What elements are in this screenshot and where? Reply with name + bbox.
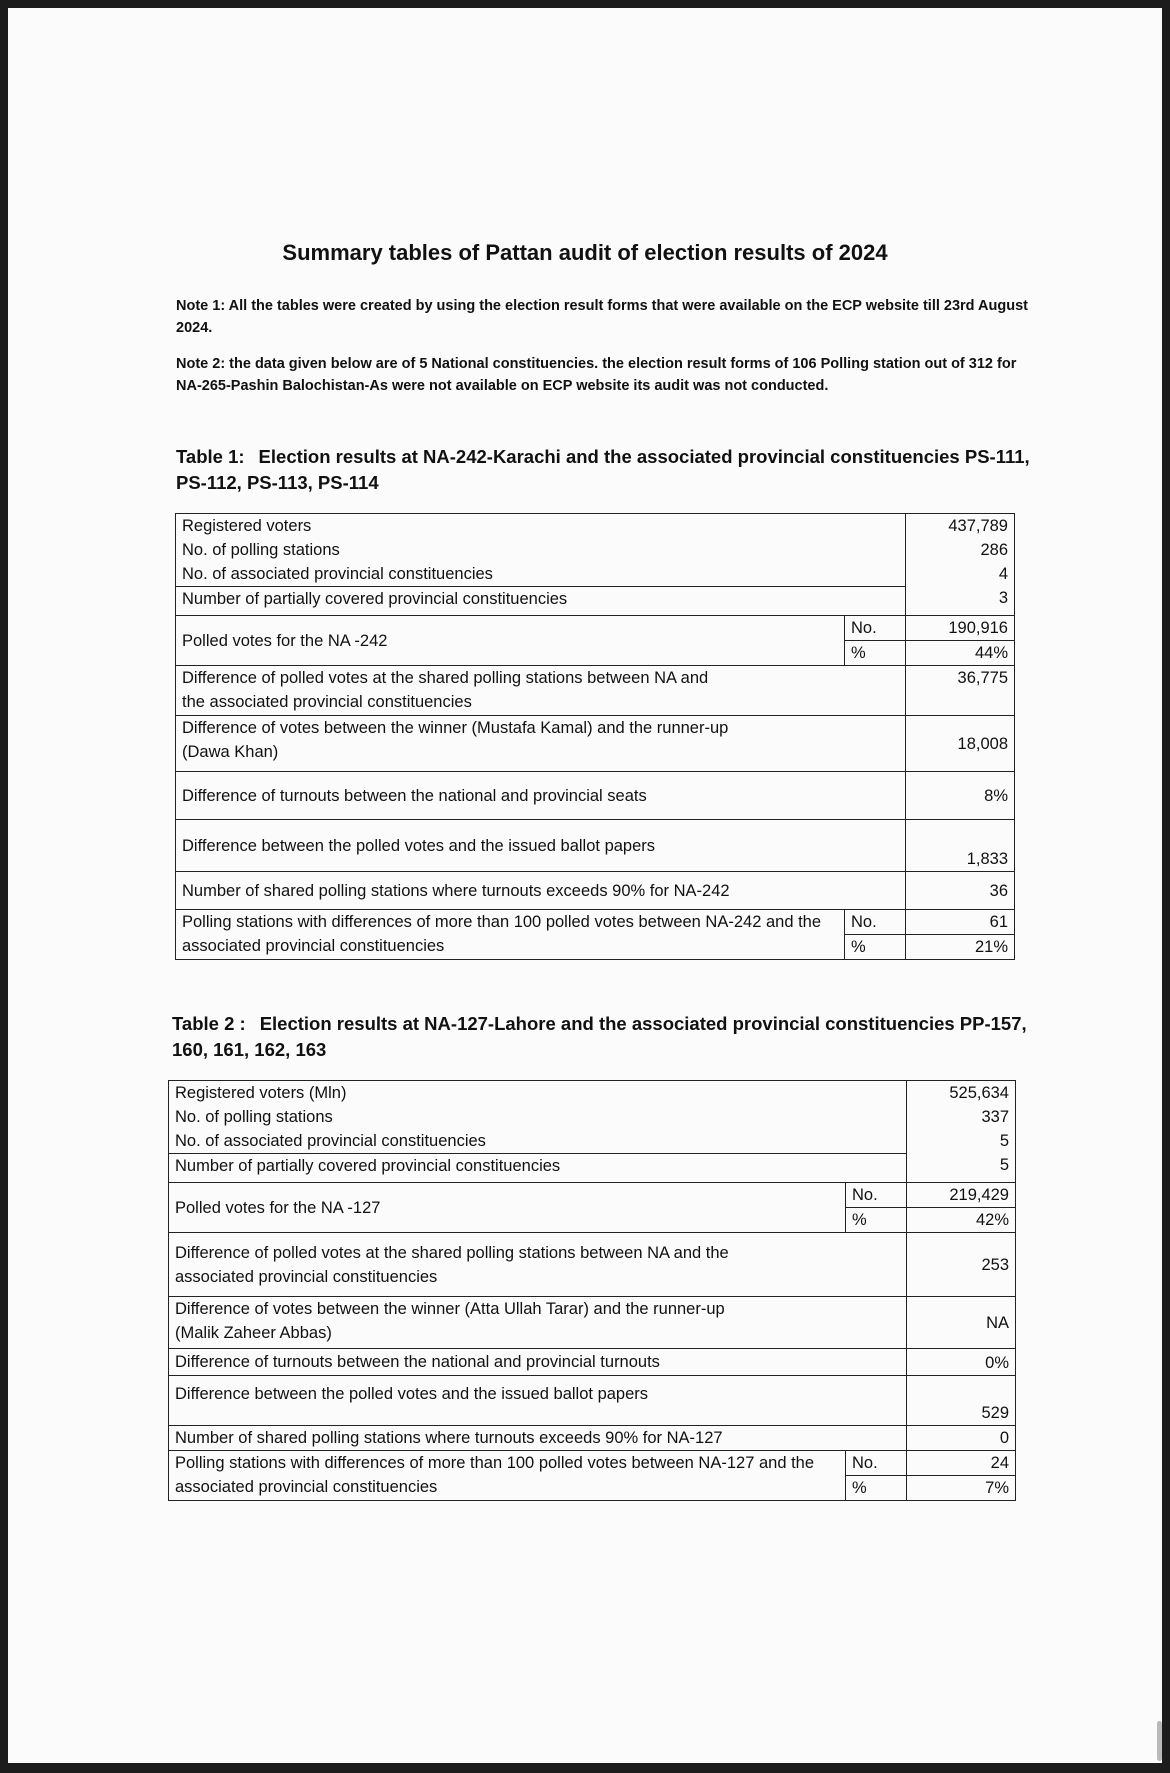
table-row — [176, 666, 1015, 716]
row-label-registered: Registered voters (Mln) — [175, 1084, 347, 1102]
unit-pct: % — [846, 1208, 907, 1233]
value-over100-no: 61 — [906, 910, 1015, 935]
table-cell — [176, 514, 906, 616]
row-label-partial: Number of partially covered provincial constituencies — [169, 1153, 906, 1178]
unit-no: No. — [845, 616, 906, 641]
value-over100-pct: 7% — [907, 1476, 1016, 1501]
table-2 — [168, 1080, 1016, 1501]
unit-pct: % — [845, 935, 906, 960]
value-polled-pct: 44% — [906, 641, 1015, 666]
value-registered: 525,634 — [949, 1084, 1009, 1102]
unit-no: No. — [846, 1451, 907, 1476]
row-label-stations: No. of polling stations — [182, 541, 340, 559]
row-label-associated: No. of associated provincial constituencies — [175, 1132, 486, 1150]
table-1-label: Table 1: — [176, 446, 245, 467]
table-row — [169, 1297, 1016, 1349]
document-title: Summary tables of Pattan audit of election results of 2024 — [282, 240, 888, 265]
table-row — [176, 616, 1015, 641]
unit-no: No. — [846, 1183, 907, 1208]
value-associated: 4 — [998, 565, 1008, 583]
unit-pct: % — [846, 1476, 907, 1501]
table-2-caption-text: Election results at NA-127-Lahore and the associated provincial constituencies PP-157, 160, 161, 162, 163 — [172, 1013, 1027, 1060]
table-cell — [906, 514, 1015, 616]
document-page — [8, 8, 1162, 1763]
value-polled-pct: 42% — [907, 1208, 1016, 1233]
row-label-turnout: Difference of turnouts between the national and provincial turnouts — [169, 1349, 907, 1376]
value-registered: 437,789 — [948, 517, 1008, 535]
row-label-diff-shared: Difference of polled votes at the shared polling stations between NA and the associated provincial constituencies — [176, 666, 906, 716]
table-row — [169, 1081, 1016, 1183]
table-1-caption — [176, 444, 1056, 496]
table-2-label: Table 2 : — [172, 1013, 246, 1034]
table-2-caption — [172, 1011, 1052, 1063]
value-associated: 5 — [999, 1132, 1009, 1150]
value-ballot: 1,833 — [906, 820, 1015, 872]
table-row — [169, 1349, 1016, 1376]
row-label-registered: Registered voters — [182, 517, 312, 535]
table-row — [176, 514, 1015, 616]
row-label-ballot: Difference between the polled votes and the issued ballot papers — [176, 820, 906, 872]
scrollbar-thumb[interactable] — [1157, 1721, 1162, 1761]
table-1-caption-text: Election results at NA-242-Karachi and the associated provincial constituencies PS-111, PS-112, PS-113, PS-114 — [176, 446, 1030, 493]
table-row — [169, 1451, 1016, 1476]
value-over100-pct: 21% — [906, 935, 1015, 960]
row-label-diff-shared: Difference of polled votes at the shared polling stations between NA and the associated provincial constituencies — [169, 1233, 907, 1297]
table-row — [169, 1426, 1016, 1451]
value-turnout: 0% — [907, 1349, 1016, 1376]
row-label-associated: No. of associated provincial constituencies — [182, 565, 493, 583]
value-winner: 18,008 — [906, 716, 1015, 772]
table-row — [176, 910, 1015, 935]
table-row — [169, 1233, 1016, 1297]
value-stations: 286 — [980, 541, 1008, 559]
value-shared90: 36 — [906, 872, 1015, 910]
row-label-winner: Difference of votes between the winner (Mustafa Kamal) and the runner-up (Dawa Khan) — [176, 716, 906, 772]
value-winner: NA — [907, 1297, 1016, 1349]
value-diff-shared: 36,775 — [906, 666, 1015, 716]
table-row — [169, 1376, 1016, 1426]
table-1 — [175, 513, 1015, 960]
row-label-shared90: Number of shared polling stations where turnouts exceeds 90% for NA-127 — [169, 1426, 907, 1451]
row-label-shared90: Number of shared polling stations where turnouts exceeds 90% for NA-242 — [176, 872, 906, 910]
table-row — [176, 820, 1015, 872]
unit-pct: % — [845, 641, 906, 666]
table-cell — [169, 1081, 907, 1183]
note-1: Note 1: All the tables were created by using the election result forms that were available on the ECP website till 23rd August 2024. — [176, 298, 1028, 336]
value-shared90: 0 — [907, 1426, 1016, 1451]
row-label-ballot: Difference between the polled votes and the issued ballot papers — [169, 1376, 907, 1426]
value-polled-no: 219,429 — [907, 1183, 1016, 1208]
row-label-turnout: Difference of turnouts between the national and provincial seats — [176, 772, 906, 820]
row-label-over100: Polling stations with differences of more than 100 polled votes between NA-242 and the associated provincial constituencies — [176, 910, 845, 960]
value-partial: 3 — [998, 589, 1008, 607]
value-diff-shared: 253 — [907, 1233, 1016, 1297]
value-ballot: 529 — [907, 1376, 1016, 1426]
row-label-partial: Number of partially covered provincial constituencies — [176, 586, 905, 611]
table-cell — [907, 1081, 1016, 1183]
value-stations: 337 — [981, 1108, 1009, 1126]
unit-no: No. — [845, 910, 906, 935]
value-partial: 5 — [999, 1156, 1009, 1174]
value-turnout: 8% — [906, 772, 1015, 820]
value-over100-no: 24 — [907, 1451, 1016, 1476]
table-row — [169, 1183, 1016, 1208]
row-label-over100: Polling stations with differences of more than 100 polled votes between NA-127 and the associated provincial constituencies — [169, 1451, 846, 1501]
row-label-polled: Polled votes for the NA -127 — [169, 1183, 846, 1233]
row-label-winner: Difference of votes between the winner (Atta Ullah Tarar) and the runner-up (Malik Zaheer Abbas) — [169, 1297, 907, 1349]
table-row — [176, 716, 1015, 772]
note-2: Note 2: the data given below are of 5 National constituencies. the election result forms of 106 Polling station out of 312 for NA-265-Pashin Balochistan-As were not available on ECP website its audit was not conducted. — [176, 356, 1017, 394]
row-label-polled: Polled votes for the NA -242 — [176, 616, 845, 666]
value-polled-no: 190,916 — [906, 616, 1015, 641]
row-label-stations: No. of polling stations — [175, 1108, 333, 1126]
table-row — [176, 872, 1015, 910]
table-row — [176, 772, 1015, 820]
